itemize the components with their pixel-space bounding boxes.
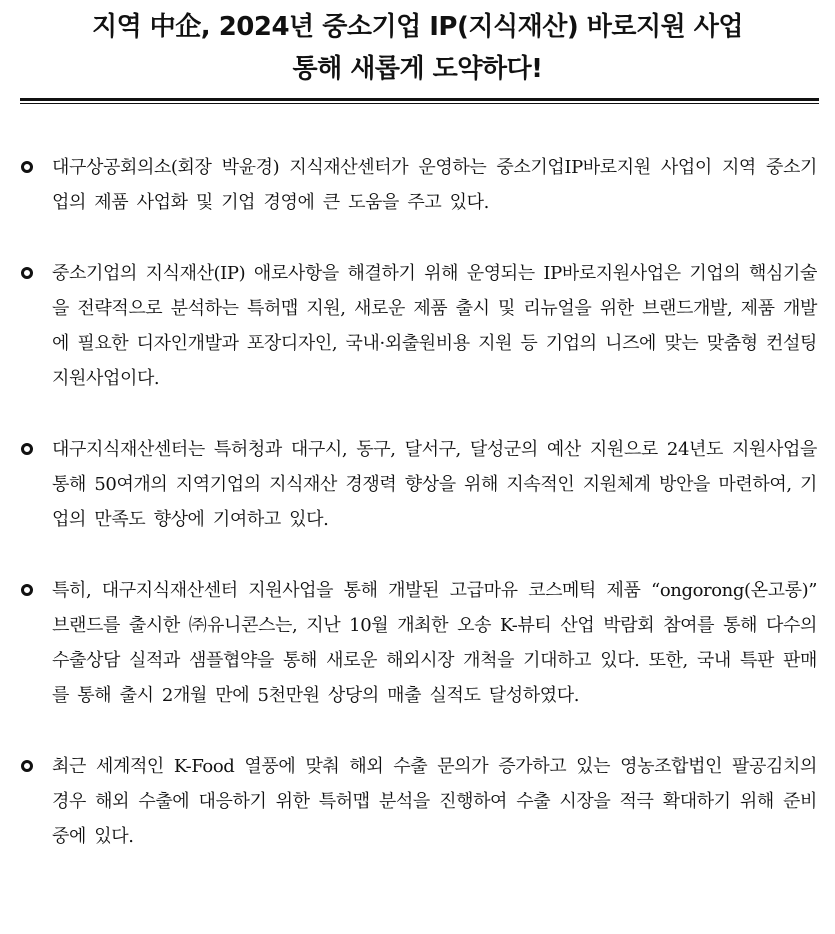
document-title: [0, 6, 835, 90]
paragraph-text: 특히, 대구지식재산센터 지원사업을 통해 개발된 고급마유 코스메틱 제품 “ongorong(온고롱)” 브랜드를 출시한 ㈜유니콘스는, 지난 10월 개최한 오송 K-뷰티 산업 박람회 참여를 통해 다수의 수출상담 실적과 샘플협약을 통해 새로운 해외시장 개척을 기대하고 있다. 또한, 국내 특판 판매를 통해 출시 2개월 만에 5천만원 상당의 매출 실적도 달성하였다.: [52, 580, 817, 706]
hollow-circle-bullet-icon: [21, 161, 33, 173]
bullet-paragraph-5: [0, 749, 835, 854]
bullet-paragraph-1: [0, 150, 835, 220]
bullet-paragraph-4: [0, 573, 835, 713]
title-line-1: 지역 中企, 2024년 중소기업 IP(지식재산) 바로지원 사업: [91, 12, 744, 42]
paragraph-text: 최근 세계적인 K-Food 열풍에 맞춰 해외 수출 문의가 증가하고 있는 영농조합법인 팔공김치의 경우 해외 수출에 대응하기 위한 특허맵 분석을 진행하여 수출 시장을 적극 확대하기 위해 준비 중에 있다.: [52, 756, 817, 847]
hollow-circle-bullet-icon: [21, 443, 33, 455]
hollow-circle-bullet-icon: [21, 760, 33, 772]
hollow-circle-bullet-icon: [21, 584, 33, 596]
paragraph-text: 대구상공회의소(회장 박윤경) 지식재산센터가 운영하는 중소기업IP바로지원 사업이 지역 중소기업의 제품 사업화 및 기업 경영에 큰 도움을 주고 있다.: [52, 157, 817, 213]
hollow-circle-bullet-icon: [21, 267, 33, 279]
paragraph-text: 대구지식재산센터는 특허청과 대구시, 동구, 달서구, 달성군의 예산 지원으로 24년도 지원사업을 통해 50여개의 지역기업의 지식재산 경쟁력 향상을 위해 지속적인 지원체계 방안을 마련하여, 기업의 만족도 향상에 기여하고 있다.: [52, 439, 817, 530]
bullet-paragraph-2: [0, 256, 835, 396]
title-divider-thick: [20, 98, 819, 101]
paragraph-text: 중소기업의 지식재산(IP) 애로사항을 해결하기 위해 운영되는 IP바로지원사업은 기업의 핵심기술을 전략적으로 분석하는 특허맵 지원, 새로운 제품 출시 및 리뉴얼을 위한 브랜드개발, 제품 개발에 필요한 디자인개발과 포장디자인, 국내·외출원비용 지원 등 기업의 니즈에 맞는 맞춤형 컨설팅 지원사업이다.: [52, 263, 817, 389]
bullet-paragraph-3: [0, 432, 835, 537]
title-divider-thin: [20, 103, 819, 104]
title-line-2: 통해 새롭게 도약하다!: [292, 54, 543, 84]
document-body: [0, 150, 835, 890]
